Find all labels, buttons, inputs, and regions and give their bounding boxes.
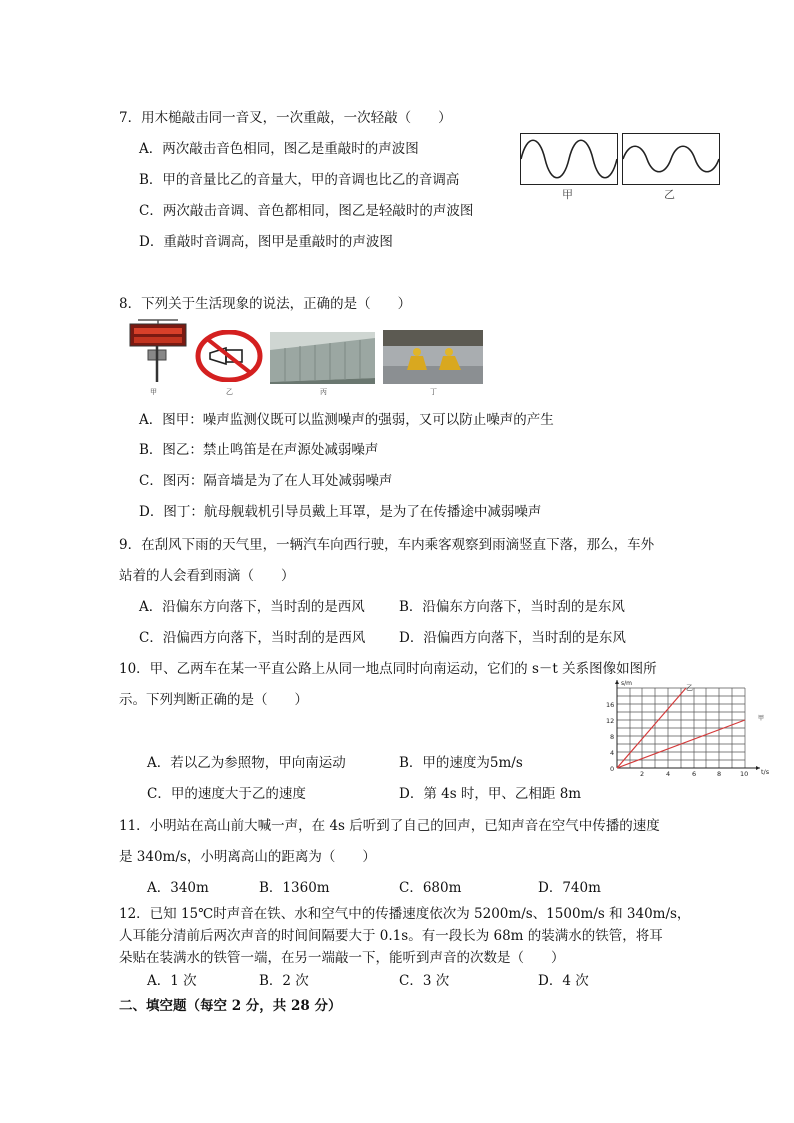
origin-label: 0 xyxy=(610,765,615,773)
q9-option-d: D．沿偏西方向落下，当时刮的是东风 xyxy=(399,630,626,646)
no-horn-sign-image xyxy=(194,330,264,382)
wave-figure-yi xyxy=(622,133,720,185)
wave-figure-jia xyxy=(520,133,618,185)
q9-stem-line2: 站着的人会看到雨滴（ ） xyxy=(119,568,295,584)
q8-stem: 8．下列关于生活现象的说法，正确的是（ ） xyxy=(119,296,412,312)
q11-option-d: D．740m xyxy=(538,880,601,896)
carrier-crew-image xyxy=(383,330,483,384)
q9-option-a: A．沿偏东方向落下，当时刮的是西风 xyxy=(139,599,365,615)
wave-yi-curve xyxy=(623,146,719,172)
q8-fig-label-jia: 甲 xyxy=(150,388,157,396)
q9-stem-line1: 9．在刮风下雨的天气里，一辆汽车向西行驶，车内乘客观察到雨滴竖直下落，那么，车外 xyxy=(119,537,655,553)
x-tick-8: 8 xyxy=(717,770,722,778)
q12-stem-line2: 人耳能分清前后两次声音的时间间隔要大于 0.1s。有一段长为 68m 的装满水的铁管，将耳 xyxy=(119,928,663,944)
q7-option-b: B．甲的音量比乙的音量大，甲的音调也比乙的音调高 xyxy=(139,172,460,188)
monitor-display-row xyxy=(134,328,182,334)
q8-fig-label-bing: 丙 xyxy=(320,388,327,396)
wave-jia-curve xyxy=(521,140,617,178)
q11-stem-line2: 是 340m/s，小明离高山的距离为（ ） xyxy=(119,849,376,865)
sound-barrier-image xyxy=(270,332,375,384)
q11-stem-line1: 11．小明站在高山前大喊一声，在 4s 后听到了自己的回声，已知声音在空气中传播的速度 xyxy=(119,818,660,834)
x-axis-arrow xyxy=(756,766,760,770)
wave-label-yi: 乙 xyxy=(664,188,675,201)
q11-option-b: B．1360m xyxy=(259,880,330,896)
q8-fig-label-ding: 丁 xyxy=(430,388,437,396)
y-tick-8: 8 xyxy=(610,733,615,741)
q7-option-d: D．重敲时音调高，图甲是重敲时的声波图 xyxy=(139,234,393,250)
noise-monitor-image xyxy=(128,318,190,384)
wave-label-jia: 甲 xyxy=(562,188,573,201)
q11-option-a: A．340m xyxy=(147,880,209,896)
q7-option-c: C．两次敲击音调、音色都相同，图乙是轻敲时的声波图 xyxy=(139,203,474,219)
wave-yi-svg xyxy=(623,134,719,184)
q10-stem-line1: 10．甲、乙两车在某一平直公路上从同一地点同时向南运动，它们的 s－t 关系图像如图所 xyxy=(119,661,657,677)
y-axis-arrow xyxy=(615,680,619,684)
q12-option-a: A．1 次 xyxy=(147,973,197,989)
q8-option-d: D．图丁：航母舰载机引导员戴上耳罩，是为了在传播途中减弱噪声 xyxy=(139,504,542,520)
q8-fig-label-yi: 乙 xyxy=(226,388,233,396)
graph-grid xyxy=(617,688,745,768)
q8-option-c: C．图丙：隔音墙是为了在人耳处减弱噪声 xyxy=(139,473,393,489)
line-label-jia: 甲 xyxy=(758,715,765,722)
q7-stem: 7．用木槌敲击同一音叉，一次重敲，一次轻敲（ ） xyxy=(119,110,452,126)
y-tick-4: 4 xyxy=(610,749,615,757)
x-tick-10: 10 xyxy=(740,770,749,778)
q10-stem-line2: 示。下列判断正确的是（ ） xyxy=(119,692,308,708)
q8-option-b: B．图乙：禁止鸣笛是在声源处减弱噪声 xyxy=(139,442,379,458)
q9-option-b: B．沿偏东方向落下，当时刮的是东风 xyxy=(399,599,625,615)
y-tick-16: 16 xyxy=(606,701,615,709)
y-tick-12: 12 xyxy=(606,717,615,725)
section-heading: 二、填空题（每空 2 分，共 28 分） xyxy=(119,998,342,1014)
x-tick-2: 2 xyxy=(640,770,645,778)
q9-option-c: C．沿偏西方向落下，当时刮的是西风 xyxy=(139,630,366,646)
q12-stem-line3: 朵贴在装满水的铁管一端，在另一端敲一下，能听到声音的次数是（ ） xyxy=(119,950,565,966)
q11-option-c: C．680m xyxy=(399,880,462,896)
q10-option-c: C．甲的速度大于乙的速度 xyxy=(147,786,306,802)
q12-option-c: C．3 次 xyxy=(399,973,450,989)
q7-option-a: A．两次敲击音色相同，图乙是重敲时的声波图 xyxy=(139,141,419,157)
q12-option-b: B．2 次 xyxy=(259,973,309,989)
q12-stem-line1: 12．已知 15℃时声音在铁、水和空气中的传播速度依次为 5200m/s、1500m/s 和 340m/s， xyxy=(119,906,691,922)
x-tick-6: 6 xyxy=(692,770,697,778)
crew-head xyxy=(413,348,421,356)
crew-head xyxy=(445,348,453,356)
x-tick-4: 4 xyxy=(666,770,671,778)
wave-jia-svg xyxy=(521,134,617,184)
q8-option-a: A．图甲：噪声监测仪既可以监测噪声的强弱，又可以防止噪声的产生 xyxy=(139,412,554,428)
line-label-yi: 乙 xyxy=(686,684,693,692)
x-axis-label: t/s xyxy=(761,768,770,776)
st-graph xyxy=(600,676,780,780)
deck-surface xyxy=(383,366,483,384)
aircraft-underside xyxy=(383,330,483,346)
q10-option-a: A．若以乙为参照物，甲向南运动 xyxy=(147,755,346,771)
q12-option-d: D．4 次 xyxy=(538,973,589,989)
q10-option-d: D．第 4s 时，甲、乙相距 8m xyxy=(399,786,582,802)
monitor-display-row xyxy=(134,337,182,343)
y-axis-label: s/m xyxy=(621,680,632,687)
q10-option-b: B．甲的速度为5m/s xyxy=(399,755,523,771)
